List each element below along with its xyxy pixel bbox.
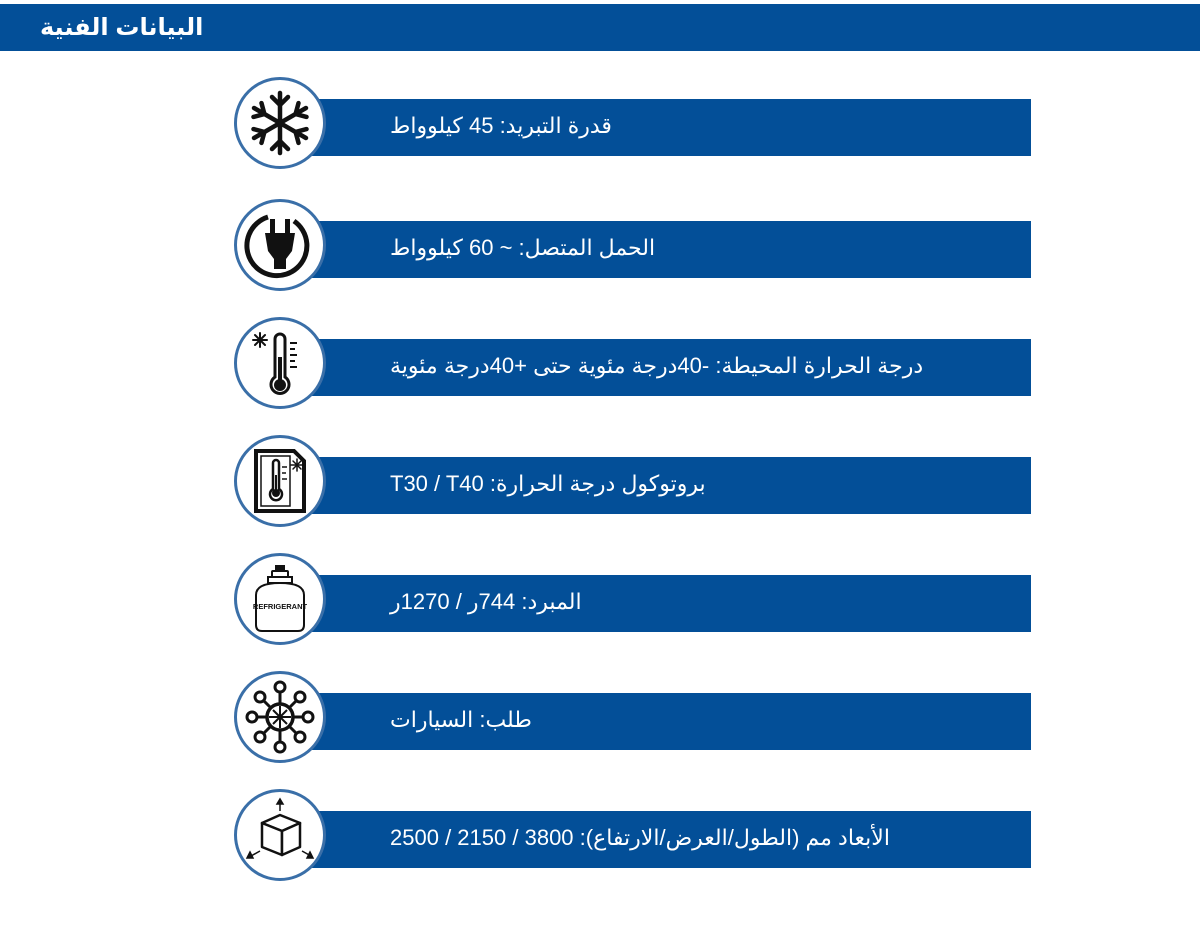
network-hub-icon xyxy=(242,679,318,755)
box-dimensions-icon xyxy=(242,797,318,873)
snowflake-icon xyxy=(242,85,318,161)
spec-row-refrigerant xyxy=(234,553,1034,653)
spec-row-connected-load xyxy=(234,199,1034,299)
header-bar xyxy=(0,4,1200,51)
spec-bar xyxy=(274,811,1031,868)
spec-text: المبرد: 744ر / 1270ر xyxy=(390,589,582,614)
spec-text: بروتوكول درجة الحرارة: T30 / T40 xyxy=(390,471,706,496)
icon-badge xyxy=(234,435,326,527)
spec-text: درجة الحرارة المحيطة: -40درجة مئوية حتى +40درجة مئوية xyxy=(390,353,924,378)
icon-badge xyxy=(234,671,326,763)
spec-bar xyxy=(274,99,1031,156)
refrigerant-bottle-icon xyxy=(242,561,318,637)
bottle-label: REFRIGERANT xyxy=(252,602,308,611)
spec-row-cooling-capacity xyxy=(234,77,1034,177)
spec-text: الأبعاد مم (الطول/العرض/الارتفاع): 3800 / 2150 / 2500 xyxy=(390,825,890,850)
spec-bar xyxy=(274,457,1031,514)
spec-bar xyxy=(274,693,1031,750)
thermometer-icon xyxy=(242,325,318,401)
spec-text: قدرة التبريد: 45 كيلوواط xyxy=(390,113,612,138)
spec-bar xyxy=(274,575,1031,632)
spec-row-application xyxy=(234,671,1034,771)
spec-bar xyxy=(274,221,1031,278)
icon-badge xyxy=(234,317,326,409)
power-plug-icon xyxy=(242,207,318,283)
spec-row-ambient-temperature xyxy=(234,317,1034,417)
icon-badge xyxy=(234,789,326,881)
icon-badge xyxy=(234,77,326,169)
spec-row-dimensions xyxy=(234,789,1034,889)
icon-badge xyxy=(234,199,326,291)
spec-text: طلب: السيارات xyxy=(390,707,532,732)
spec-bar xyxy=(274,339,1031,396)
spec-text: الحمل المتصل: ~ 60 كيلوواط xyxy=(390,235,656,260)
spec-row-temperature-protocol xyxy=(234,435,1034,535)
icon-badge xyxy=(234,553,326,645)
page-title: البيانات الفنية xyxy=(40,14,204,41)
temperature-document-icon xyxy=(242,443,318,519)
